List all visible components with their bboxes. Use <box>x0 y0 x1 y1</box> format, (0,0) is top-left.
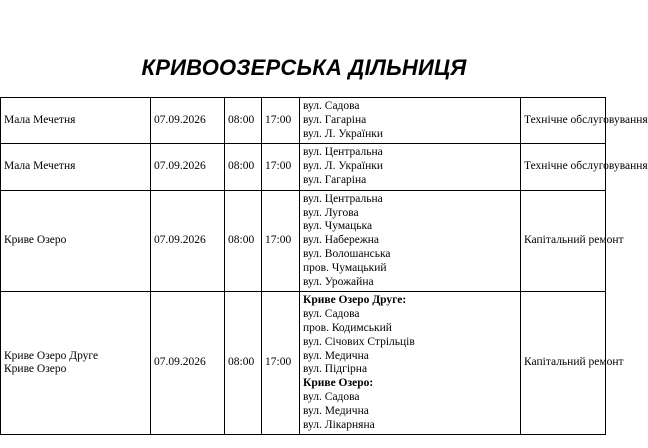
work-type-label: Капітальний ремонт <box>524 356 624 369</box>
street-name: пров. Кодимський <box>303 321 392 334</box>
end-time-cell: 17:00 <box>262 292 300 435</box>
settlement-name: Криве Озеро <box>4 363 67 376</box>
street-name: вул. Набережна <box>303 234 380 247</box>
table-row <box>1 292 606 435</box>
settlement-cell <box>1 144 151 190</box>
end-time-cell: 17:00 <box>262 190 300 292</box>
street-name: вул. Л. Українки <box>303 127 383 140</box>
date-cell: 07.09.2026 <box>151 292 225 435</box>
streets-cell <box>300 292 521 435</box>
street-name: вул. Л. Українки <box>303 160 383 173</box>
outage-schedule-table <box>0 97 648 435</box>
street-name: вул. Садова <box>303 390 360 403</box>
date-cell: 07.09.2026 <box>151 144 225 190</box>
street-name: вул. Лікарняна <box>303 418 375 431</box>
settlement-name: Мала Мечетня <box>4 160 76 173</box>
street-group-heading: Криве Озеро: <box>303 377 374 390</box>
date-cell: 07.09.2026 <box>151 190 225 292</box>
page-title: КРИВООЗЕРСЬКА ДІЛЬНИЦЯ <box>141 55 467 80</box>
street-name: вул. Чумацька <box>303 220 373 233</box>
settlement-name: Мала Мечетня <box>4 113 76 126</box>
schedule-table-body <box>1 98 648 435</box>
settlement-name: Криве Озеро <box>4 234 67 247</box>
work-type-cell <box>521 190 624 292</box>
table-row <box>1 190 606 292</box>
date-cell: 07.09.2026 <box>151 98 225 144</box>
work-type-label: Капітальний ремонт <box>524 234 624 247</box>
street-name: вул. Центральна <box>303 192 383 205</box>
work-type-cell <box>521 292 624 435</box>
work-type-label: Технічне обслуговування <box>524 160 648 173</box>
end-time-cell: 17:00 <box>262 98 300 144</box>
settlement-cell <box>1 190 151 292</box>
work-type-label: Технічне обслуговування <box>524 113 648 126</box>
streets-cell <box>300 190 521 292</box>
street-name: вул. Волошанська <box>303 247 391 260</box>
street-group-heading: Криве Озеро Друге: <box>303 294 407 307</box>
settlement-name: Криве Озеро Друге <box>4 349 99 362</box>
streets-cell <box>300 144 521 190</box>
street-name: вул. Лугова <box>303 206 359 219</box>
start-time-cell: 08:00 <box>225 190 262 292</box>
street-name: вул. Садова <box>303 100 360 112</box>
street-name: вул. Центральна <box>303 146 383 159</box>
street-name: вул. Садова <box>303 308 360 321</box>
street-name: пров. Чумацький <box>303 261 387 274</box>
start-time-cell: 08:00 <box>225 292 262 435</box>
street-name: вул. Підгірна <box>303 363 368 376</box>
settlement-cell <box>1 98 151 144</box>
street-name: вул. Гагаріна <box>303 113 367 126</box>
table-row <box>1 144 606 190</box>
street-name: вул. Урожайна <box>303 275 374 288</box>
end-time-cell: 17:00 <box>262 144 300 190</box>
street-name: вул. Січових Стрільців <box>303 335 415 348</box>
work-type-cell <box>521 144 648 190</box>
table-row <box>1 98 606 144</box>
start-time-cell: 08:00 <box>225 98 262 144</box>
start-time-cell: 08:00 <box>225 144 262 190</box>
work-type-cell <box>521 98 648 144</box>
streets-cell <box>300 98 521 144</box>
street-name: вул. Медична <box>303 349 369 362</box>
street-name: вул. Гагаріна <box>303 173 367 186</box>
street-name: вул. Медична <box>303 404 369 417</box>
settlement-cell <box>1 292 151 435</box>
